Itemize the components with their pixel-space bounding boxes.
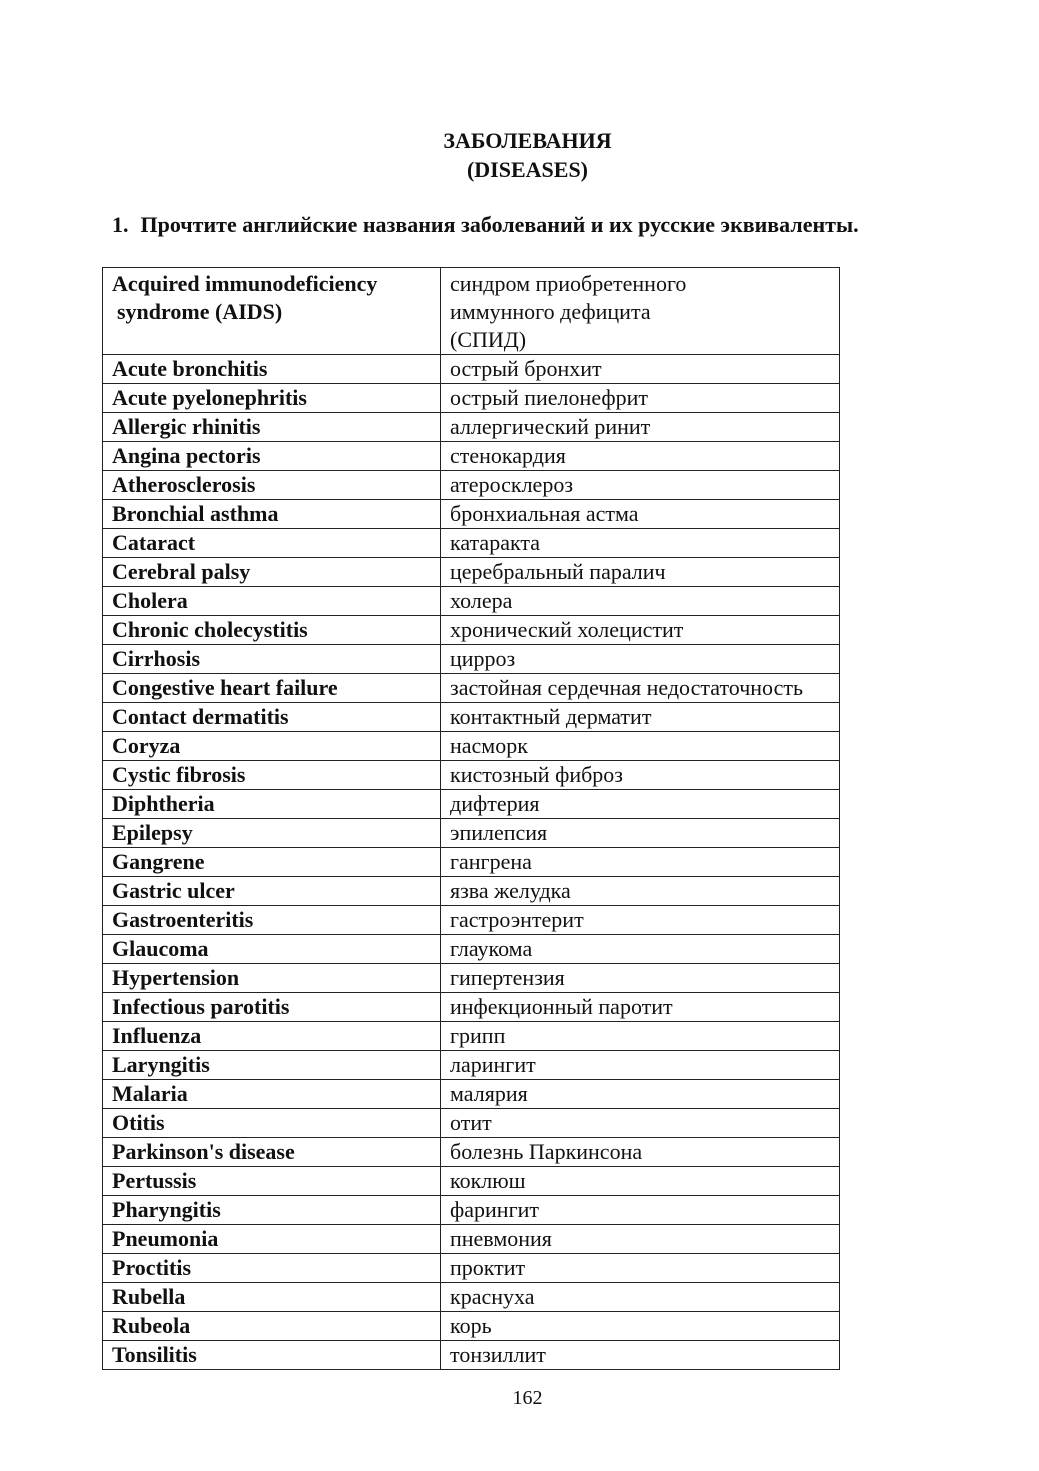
english-term-cell: Cataract (103, 529, 441, 558)
english-term-cell: Tonsilitis (103, 1341, 441, 1370)
russian-term-cell: хронический холецистит (441, 616, 840, 645)
russian-term-cell: острый пиелонефрит (441, 384, 840, 413)
russian-term-cell: корь (441, 1312, 840, 1341)
table-row (103, 935, 840, 964)
english-term-cell: Hypertension (103, 964, 441, 993)
english-term-cell: Parkinson's disease (103, 1138, 441, 1167)
russian-term-cell: краснуха (441, 1283, 840, 1312)
russian-term-cell: гипертензия (441, 964, 840, 993)
english-term-cell: Contact dermatitis (103, 703, 441, 732)
russian-term-cell: грипп (441, 1022, 840, 1051)
diseases-table (102, 267, 840, 1370)
russian-term-cell: тонзиллит (441, 1341, 840, 1370)
table-row (103, 529, 840, 558)
table-row (103, 413, 840, 442)
table-row (103, 1138, 840, 1167)
english-term-cell: Epilepsy (103, 819, 441, 848)
table-row (103, 1225, 840, 1254)
table-row (103, 674, 840, 703)
english-term-cell: Pneumonia (103, 1225, 441, 1254)
russian-term-cell: инфекционный паротит (441, 993, 840, 1022)
russian-term-cell (441, 268, 840, 355)
russian-term-cell: атеросклероз (441, 471, 840, 500)
english-term-cell: Gangrene (103, 848, 441, 877)
russian-term-cell: кистозный фиброз (441, 761, 840, 790)
table-row (103, 761, 840, 790)
table-row (103, 384, 840, 413)
table-row (103, 1254, 840, 1283)
page-number: 162 (512, 1387, 543, 1409)
table-row (103, 645, 840, 674)
table-row (103, 587, 840, 616)
table-row (103, 1283, 840, 1312)
russian-term-cell: малярия (441, 1080, 840, 1109)
russian-term-cell: отит (441, 1109, 840, 1138)
table-row (103, 558, 840, 587)
english-term-cell: Coryza (103, 732, 441, 761)
russian-term-cell: контактный дерматит (441, 703, 840, 732)
english-term-cell: Cholera (103, 587, 441, 616)
table-row (103, 703, 840, 732)
english-term-cell: Pharyngitis (103, 1196, 441, 1225)
table-row (103, 732, 840, 761)
russian-term-cell: насморк (441, 732, 840, 761)
table-row (103, 1341, 840, 1370)
english-term-cell: Pertussis (103, 1167, 441, 1196)
russian-term-line: (СПИД) (450, 327, 527, 352)
russian-term-cell: язва желудка (441, 877, 840, 906)
english-term-cell: Rubeola (103, 1312, 441, 1341)
russian-term-cell: стенокардия (441, 442, 840, 471)
russian-term-cell: острый бронхит (441, 355, 840, 384)
table-row (103, 877, 840, 906)
english-term-cell: Chronic cholecystitis (103, 616, 441, 645)
russian-term-cell: бронхиальная астма (441, 500, 840, 529)
english-term-cell: Otitis (103, 1109, 441, 1138)
table-row (103, 906, 840, 935)
english-term-cell: Bronchial asthma (103, 500, 441, 529)
russian-term-cell: пневмония (441, 1225, 840, 1254)
english-term-cell: Proctitis (103, 1254, 441, 1283)
english-term-cell (103, 268, 441, 355)
table-row (103, 848, 840, 877)
english-term-cell: Glaucoma (103, 935, 441, 964)
english-term-cell: Influenza (103, 1022, 441, 1051)
english-term-line: Acquired immunodeficiency (112, 271, 378, 296)
russian-term-cell: глаукома (441, 935, 840, 964)
page-title: ЗАБОЛЕВАНИЯ (443, 128, 612, 153)
russian-term-cell: болезнь Паркинсона (441, 1138, 840, 1167)
russian-term-cell: цирроз (441, 645, 840, 674)
table-row (103, 1167, 840, 1196)
english-term-cell: Allergic rhinitis (103, 413, 441, 442)
english-term-cell: Acute pyelonephritis (103, 384, 441, 413)
russian-term-cell: гастроэнтерит (441, 906, 840, 935)
table-row (103, 1196, 840, 1225)
russian-term-cell: фарингит (441, 1196, 840, 1225)
task-instruction (112, 211, 859, 239)
task-text: Прочтите английские названия заболеваний и их русские эквиваленты. (140, 212, 859, 237)
table-row (103, 355, 840, 384)
russian-term-cell: проктит (441, 1254, 840, 1283)
english-term-cell: Rubella (103, 1283, 441, 1312)
table-row (103, 790, 840, 819)
table-row (103, 993, 840, 1022)
english-term-cell: Laryngitis (103, 1051, 441, 1080)
table-row (103, 1312, 840, 1341)
table-row (103, 819, 840, 848)
english-term-cell: Infectious parotitis (103, 993, 441, 1022)
english-term-cell: Cirrhosis (103, 645, 441, 674)
english-term-cell: Angina pectoris (103, 442, 441, 471)
table-row (103, 1022, 840, 1051)
english-term-cell: Acute bronchitis (103, 355, 441, 384)
russian-term-cell: коклюш (441, 1167, 840, 1196)
english-term-cell: Cystic fibrosis (103, 761, 441, 790)
russian-term-cell: дифтерия (441, 790, 840, 819)
russian-term-cell: катаракта (441, 529, 840, 558)
russian-term-cell: церебральный паралич (441, 558, 840, 587)
table-row (103, 471, 840, 500)
russian-term-cell: эпилепсия (441, 819, 840, 848)
table-row (103, 1109, 840, 1138)
russian-term-cell: холера (441, 587, 840, 616)
table-row (103, 500, 840, 529)
english-term-cell: Congestive heart failure (103, 674, 441, 703)
english-term-cell: Gastroenteritis (103, 906, 441, 935)
table-row (103, 616, 840, 645)
russian-term-line: синдром приобретенного (450, 271, 687, 296)
table-row (103, 268, 840, 355)
english-term-cell: Diphtheria (103, 790, 441, 819)
page-subtitle: (DISEASES) (466, 157, 589, 182)
russian-term-cell: застойная сердечная недостаточность (441, 674, 840, 703)
english-term-cell: Malaria (103, 1080, 441, 1109)
russian-term-cell: аллергический ринит (441, 413, 840, 442)
english-term-line: syndrome (AIDS) (117, 299, 283, 324)
russian-term-cell: ларингит (441, 1051, 840, 1080)
russian-term-line: иммунного дефицита (450, 299, 651, 324)
table-row (103, 1051, 840, 1080)
english-term-cell: Cerebral palsy (103, 558, 441, 587)
english-term-cell: Atherosclerosis (103, 471, 441, 500)
table-row (103, 964, 840, 993)
table-row (103, 442, 840, 471)
russian-term-cell: гангрена (441, 848, 840, 877)
english-term-cell: Gastric ulcer (103, 877, 441, 906)
table-row (103, 1080, 840, 1109)
task-number: 1. (112, 212, 129, 237)
